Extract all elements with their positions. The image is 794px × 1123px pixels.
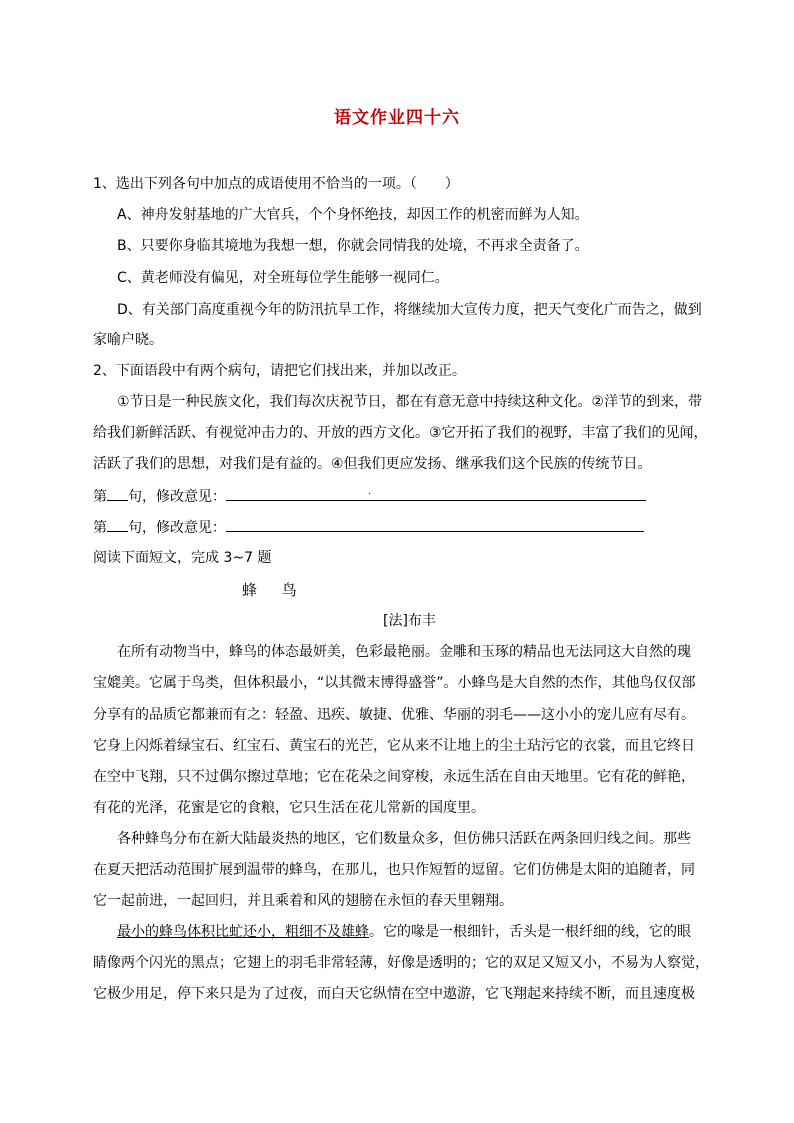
paragraph-line: 宝媲美。它属于鸟类，但体积最小，“以其微末博得盛誉”。小蜂鸟是大自然的杰作，其他鸟仅仅部 [93,675,696,691]
paragraph-line: 它一起前进，一起回归，并且乘着和风的翅膀在永恒的春天里翱翔。 [93,893,513,909]
paragraph-line: 有花的光泽，花蜜是它的食粮，它只生活在花儿常新的国度里。 [93,800,485,816]
sentence-number-blank[interactable] [107,517,128,532]
question-2-passage-line: ①节日是一种民族文化，我们每次庆祝节日，都在有意无意中持续这种文化。②洋节的到来，带 [117,394,703,410]
revision-blank[interactable] [226,517,644,532]
article-title: 蜂 鸟 [242,581,307,599]
question-1-option-d: D、有关部门高度重视今年的防汛抗旱工作，将继续加大宣传力度，把天气变化广而告之，做到 [117,302,702,318]
stray-dot: . [368,486,372,497]
article-author: [法]布丰 [383,613,436,629]
question-2-passage-line: 活跃了我们的思想，对我们是有益的。④但我们更应发扬、继承我们这个民族的传统节日。 [93,456,652,472]
paragraph-line: 分享有的品质它都兼而有之：轻盈、迅疾、敏捷、优雅、华丽的羽毛——这小小的宠儿应有尽有。 [93,707,695,723]
answer-prefix: 第 [93,489,107,505]
answer-prefix: 第 [93,520,107,536]
paragraph-line: 在夏天把活动范围扩展到温带的蜂鸟，在那儿，也只作短暂的逗留。它们仿佛是太阳的追随者，同 [93,862,695,878]
paragraph-line: 各种蜂鸟分布在新大陆最炎热的地区，它们数量众多，但仿佛只活跃在两条回归线之间。那些 [117,831,691,847]
underlined-sentence: 最小的蜂鸟体积比虻还小，粗细不及雄蜂 [117,924,369,940]
question-1-option-c: C、黄老师没有偏见，对全班每位学生能够一视同仁。 [117,270,449,286]
question-1-option-d-cont: 家喻户晓。 [93,332,163,348]
paragraph-line: 在空中飞翔，只不过偶尔擦过草地；它在花朵之间穿梭，永远生活在自由天地里。它有花的鲜艳， [93,769,695,785]
paragraph-line [117,922,691,942]
question-2-passage-line: 给我们新鲜活跃、有视觉冲击力的、开放的西方文化。③它开拓了我们的视野，丰富了我们的见闻， [93,425,708,441]
paragraph-line: 在所有动物当中，蜂鸟的体态最妍美，色彩最艳丽。金雕和玉琢的精品也无法同这大自然的瑰 [117,644,691,660]
answer-line-2 [93,517,644,538]
question-1-option-a: A、神舟发射基地的广大官兵，个个身怀绝技，却因工作的机密而鲜为人知。 [117,207,589,223]
paragraph-line: 睛像两个闪光的黑点；它翅上的羽毛非常轻薄，好像是透明的；它的双足又短又小，不易为人察觉， [93,955,709,971]
sentence-number-blank[interactable] [107,486,128,501]
paragraph-line-rest: 。它的喙是一根细针，舌头是一根纤细的线，它的眼 [369,924,691,940]
question-1-option-b: B、只要你身临其境地为我想一想，你就会同情我的处境，不再求全责备了。 [117,238,589,254]
question-2-stem: 2、下面语段中有两个病句，请把它们找出来，并加以改正。 [93,363,466,379]
revision-blank[interactable] [226,486,646,501]
reading-instruction: 阅读下面短文，完成 3~7 题 [93,550,272,566]
page-title: 语文作业四十六 [334,108,460,128]
answer-line-1 [93,486,646,507]
paragraph-line: 它极少用足，停下来只是为了过夜，而白天它纵情在空中遨游，它飞翔起来持续不断，而且速度极 [93,986,695,1002]
paragraph-line: 它身上闪烁着绿宝石、红宝石、黄宝石的光芒，它从来不让地上的尘土玷污它的衣裳，而且它终日 [93,738,695,754]
answer-label: 句，修改意见： [128,520,226,536]
question-1-stem: 1、选出下列各句中加点的成语使用不恰当的一项。（ ） [93,176,459,192]
answer-label: 句，修改意见： [128,489,226,505]
